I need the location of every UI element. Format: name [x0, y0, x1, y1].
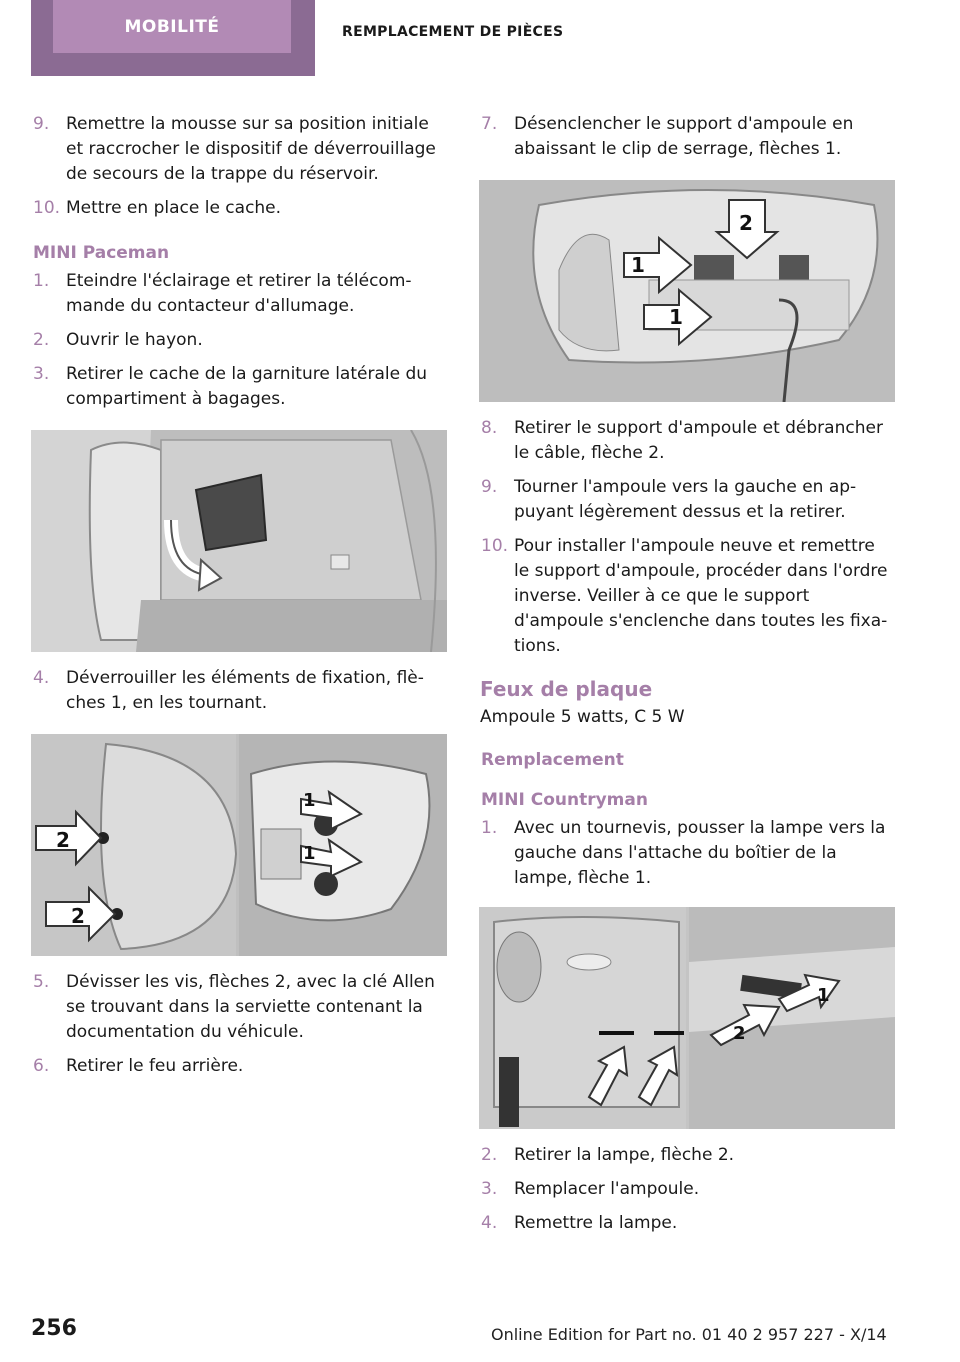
step-item: [31, 970, 447, 1045]
figure-bulb-holder: [479, 180, 895, 402]
step-item: [31, 269, 447, 319]
bulb-spec-text: Ampoule 5 watts, C 5 W: [480, 707, 685, 727]
chapter-title: MOBILITÉ: [124, 16, 220, 37]
step-number: 9.: [481, 477, 498, 497]
step-text: Retirer le cache de la garniture latérale du compartiment à bagages.: [66, 364, 428, 409]
figure-luggage-compartment: [31, 430, 447, 652]
step-list-left-b: [31, 269, 447, 412]
step-item: [31, 328, 447, 353]
figure-label: 1: [817, 985, 830, 1006]
step-list-left-a: [31, 112, 447, 221]
model-heading: MINI Paceman: [33, 243, 170, 263]
figure-label: 1: [669, 305, 683, 329]
figure-label: 1: [303, 790, 316, 811]
step-item: [479, 416, 895, 466]
step-number: 2.: [33, 330, 50, 350]
step-list-left-c: [31, 666, 447, 716]
step-number: 9.: [33, 114, 50, 134]
step-text: Tourner l'ampoule vers la gauche en appuyant légèrement dessus et la retirer.: [514, 477, 857, 522]
step-number: 5.: [33, 972, 50, 992]
step-item: [479, 112, 895, 162]
step-number: 4.: [33, 668, 50, 688]
figure-label: 1: [303, 843, 316, 864]
section-heading-feux-de-plaque: Feux de plaque: [480, 677, 653, 701]
step-item: [31, 112, 447, 187]
step-number: 4.: [481, 1213, 498, 1233]
chapter-tab: [53, 0, 291, 53]
figure-label: 2: [733, 1023, 746, 1044]
step-item: [31, 666, 447, 716]
step-text: Avec un tournevis, pousser la lampe vers la gauche dans l'attache du boîtier de la lampe, flèche 1.: [514, 818, 886, 888]
step-text: Dévisser les vis, flèches 2, avec la clé Allen se trouvant dans la serviette contenant la documentation du véhicule.: [66, 972, 435, 1042]
step-number: 3.: [481, 1179, 498, 1199]
step-number: 3.: [33, 364, 50, 384]
step-item: [479, 1143, 895, 1168]
step-text: Retirer la lampe, flèche 2.: [514, 1145, 735, 1165]
step-number: 1.: [33, 271, 50, 291]
left-column: [31, 112, 447, 1088]
step-text: Eteindre l'éclairage et retirer la télécommande du contacteur d'allumage.: [66, 271, 412, 316]
section-title: REMPLACEMENT DE PIÈCES: [342, 24, 564, 40]
step-item: [479, 534, 895, 659]
step-text: Mettre en place le cache.: [66, 198, 282, 218]
step-number: 10.: [481, 536, 509, 556]
step-list-right-a: [479, 112, 895, 162]
step-number: 7.: [481, 114, 498, 134]
step-item: [31, 362, 447, 412]
figure-label: 2: [71, 904, 85, 928]
step-number: 10.: [33, 198, 61, 218]
step-text: Ouvrir le hayon.: [66, 330, 203, 350]
model-heading: MINI Countryman: [481, 790, 648, 810]
figure-licence-plate-light: [479, 907, 895, 1129]
figure-label: 2: [739, 211, 753, 235]
figure-label: 1: [631, 253, 645, 277]
step-number: 6.: [33, 1056, 50, 1076]
step-item: [31, 1054, 447, 1079]
figure-label: 2: [56, 828, 70, 852]
step-item: [31, 196, 447, 221]
step-item: [479, 475, 895, 525]
page-number: 256: [31, 1316, 77, 1341]
step-list-right-d: [479, 1143, 895, 1236]
step-text: Remettre la mousse sur sa position initiale et raccrocher le dispositif de déverrouillage de secours de la trappe du réservoir.: [66, 114, 436, 184]
step-text: Déverrouiller les éléments de fixation, flèches 1, en les tournant.: [66, 668, 424, 713]
step-text: Désenclencher le support d'ampoule en abaissant le clip de serrage, flèches 1.: [514, 114, 854, 159]
step-number: 2.: [481, 1145, 498, 1165]
subheading-remplacement: Remplacement: [481, 750, 624, 770]
step-text: Retirer le support d'ampoule et débrancher le câble, flèche 2.: [514, 418, 883, 463]
step-list-right-c: [479, 816, 895, 891]
step-number: 1.: [481, 818, 498, 838]
step-number: 8.: [481, 418, 498, 438]
step-item: [479, 816, 895, 891]
step-item: [479, 1211, 895, 1236]
right-column: [479, 112, 895, 1245]
figure-tail-light-fixings: [31, 734, 447, 956]
step-text: Retirer le feu arrière.: [66, 1056, 244, 1076]
step-text: Remplacer l'ampoule.: [514, 1179, 700, 1199]
step-item: [479, 1177, 895, 1202]
step-list-right-b: [479, 416, 895, 659]
step-text: Remettre la lampe.: [514, 1213, 678, 1233]
edition-footer: Online Edition for Part no. 01 40 2 957 227 - X/14: [491, 1325, 887, 1344]
step-list-left-d: [31, 970, 447, 1079]
step-text: Pour installer l'ampoule neuve et remettre le support d'ampoule, procéder dans l'ordre inverse. Veiller à ce que le support d'ampoule s'enclenche dans toutes les fixations.: [514, 536, 888, 656]
